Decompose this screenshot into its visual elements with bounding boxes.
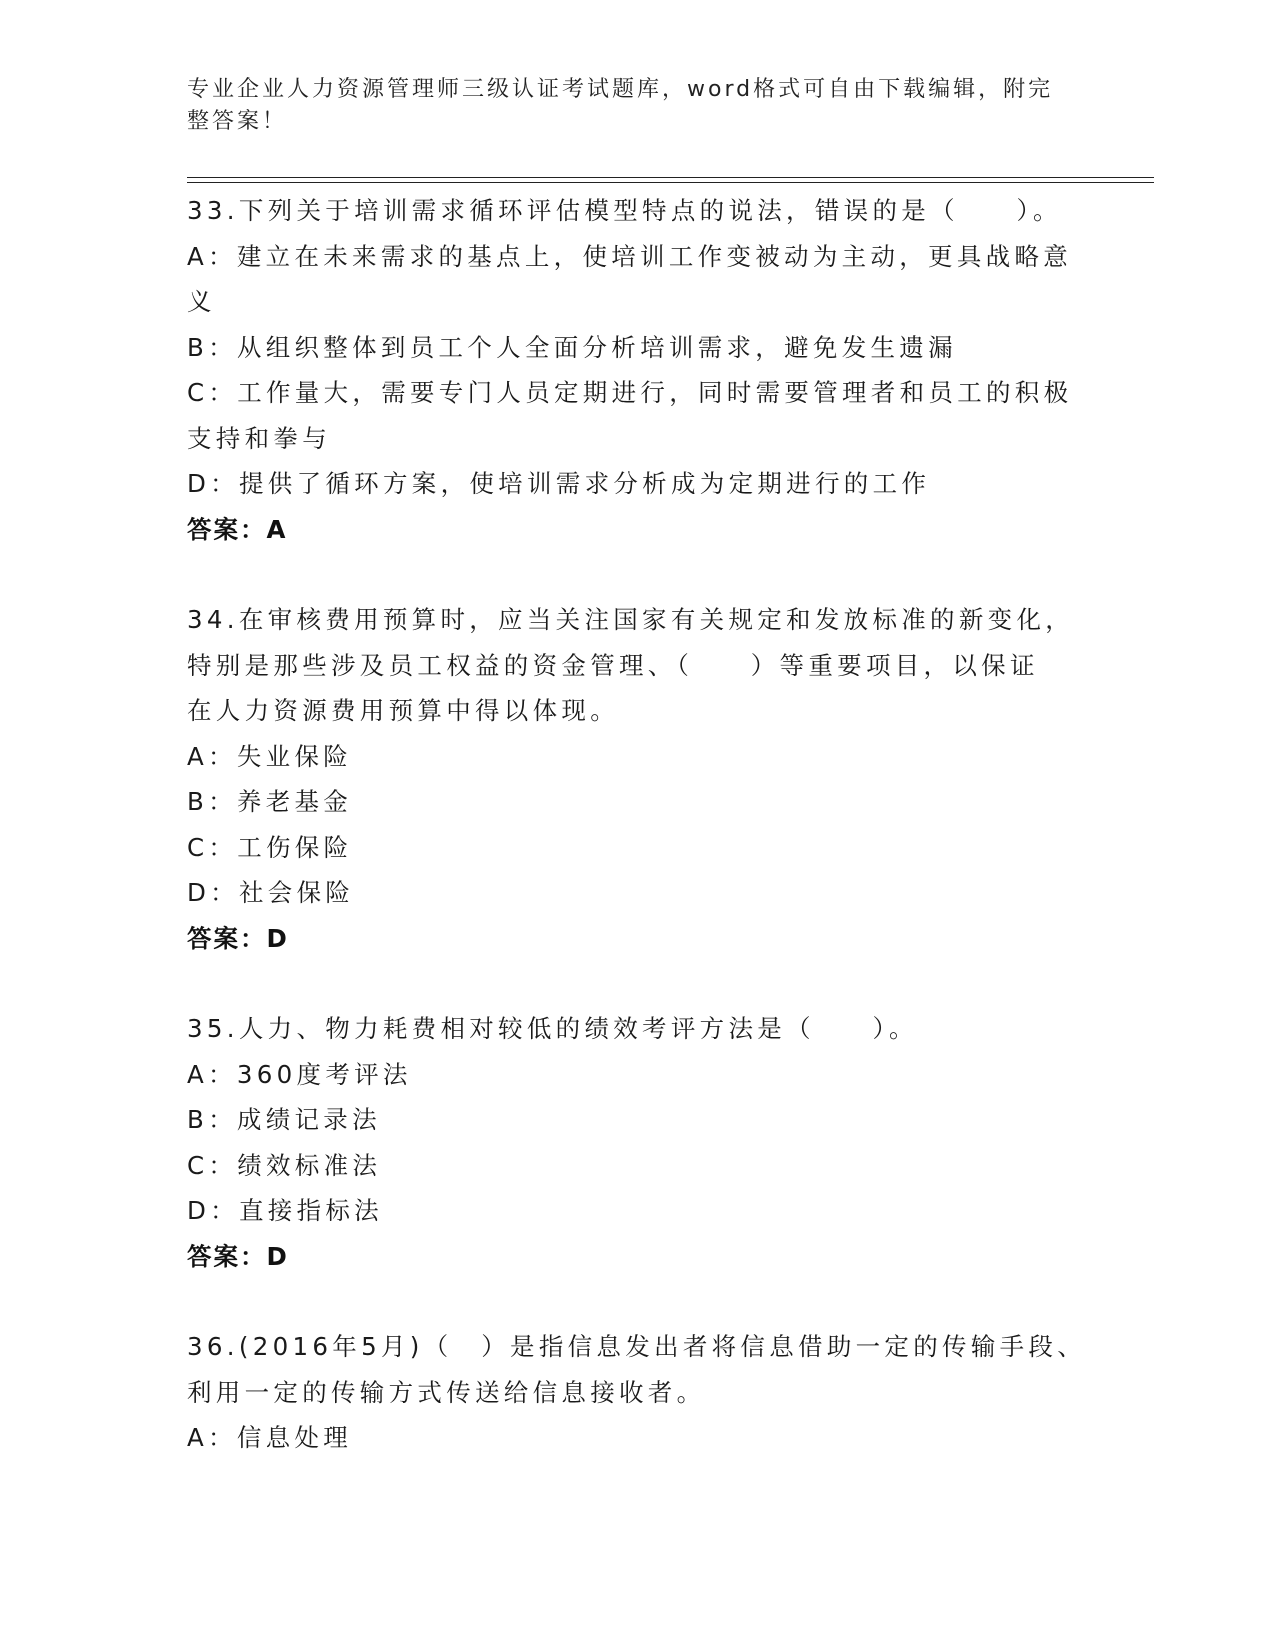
option-line: C：绩效标准法 xyxy=(187,1150,382,1180)
option-line: A：360度考评法 xyxy=(187,1059,412,1089)
question-item xyxy=(187,1006,1087,1279)
option-line: D：社会保险 xyxy=(187,878,355,907)
question-spacer xyxy=(187,1279,1087,1324)
header-rule-top xyxy=(187,177,1154,178)
option-line: 义 xyxy=(187,287,216,316)
question-spacer xyxy=(187,961,1087,1006)
question-item xyxy=(187,188,1087,552)
question-stem-line: 利用一定的传输方式传送给信息接收者。 xyxy=(187,1377,706,1407)
answer-line: 答案：A xyxy=(187,514,288,544)
question-stem-line: 34.在审核费用预算时，应当关注国家有关规定和发放标准的新变化， xyxy=(187,605,1075,634)
answer-line: 答案：D xyxy=(187,923,289,953)
question-stem-line: 特别是那些涉及员工权益的资金管理、（ ）等重要项目，以保证 xyxy=(187,650,1039,680)
question-stem-line: 36.(2016年5月)（ ）是指信息发出者将信息借助一定的传输手段、 xyxy=(187,1332,1087,1361)
option-line: A：失业保险 xyxy=(187,741,353,771)
question-item xyxy=(187,1324,1087,1461)
question-stem-line: 35.人力、物力耗费相对较低的绩效考评方法是（ ）。 xyxy=(187,1014,918,1043)
option-line: 支持和拳与 xyxy=(187,423,331,453)
option-line: B：养老基金 xyxy=(187,787,353,816)
option-line: A：建立在未来需求的基点上，使培训工作变被动为主动，更具战略意 xyxy=(187,241,1073,271)
option-line: C：工伤保险 xyxy=(187,832,353,862)
question-spacer xyxy=(187,552,1087,597)
header-rule-bottom xyxy=(187,182,1154,183)
option-line: D：直接指标法 xyxy=(187,1196,383,1225)
question-list xyxy=(187,188,1087,1461)
question-stem-line: 33.下列关于培训需求循环评估模型特点的说法，错误的是（ ）。 xyxy=(187,196,1062,225)
answer-line: 答案：D xyxy=(187,1241,289,1271)
document-header: 专业企业人力资源管理师三级认证考试题库，word格式可自由下载编辑，附完整答案！ xyxy=(187,77,1054,134)
option-line: A：信息处理 xyxy=(187,1423,353,1452)
option-line: C：工作量大，需要专门人员定期进行，同时需要管理者和员工的积极 xyxy=(187,378,1073,407)
option-line: B：成绩记录法 xyxy=(187,1105,381,1134)
question-item xyxy=(187,597,1087,961)
option-line: D：提供了循环方案，使培训需求分析成为定期进行的工作 xyxy=(187,469,931,498)
question-stem-line: 在人力资源费用预算中得以体现。 xyxy=(187,696,619,725)
option-line: B：从组织整体到员工个人全面分析培训需求，避免发生遗漏 xyxy=(187,332,957,362)
